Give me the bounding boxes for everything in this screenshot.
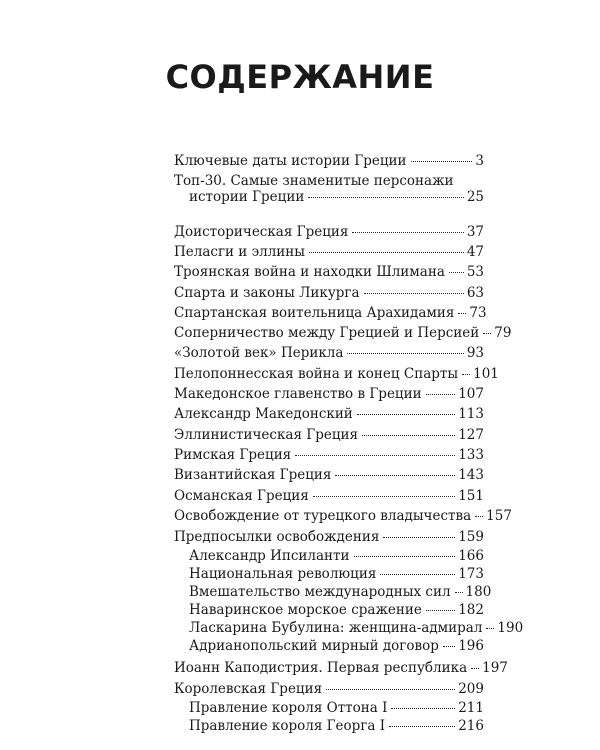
toc-entry-page: 180 [465, 584, 492, 600]
dot-leader [313, 496, 455, 497]
toc-entry-label: Наваринское морское сражение [189, 602, 422, 618]
dot-leader [449, 272, 464, 273]
dot-leader [383, 537, 455, 538]
toc-entry[interactable] [174, 407, 484, 422]
toc-entry-page: 107 [458, 386, 484, 402]
dot-leader [308, 197, 463, 198]
toc-entry[interactable] [174, 530, 484, 545]
toc-entry-label: Адрианопольский мирный договор [189, 638, 439, 654]
toc-subentry[interactable] [189, 549, 484, 564]
toc-entry-label: Эллинистическая Греция [174, 427, 359, 443]
dot-leader [455, 592, 463, 593]
toc-subentry[interactable] [189, 639, 484, 654]
toc-entry[interactable] [174, 305, 487, 321]
dot-leader [462, 374, 470, 375]
toc-entry-page: 37 [466, 224, 484, 240]
toc-entry-page: 159 [458, 529, 484, 545]
toc-entry[interactable] [174, 428, 484, 443]
toc-entry-page: 53 [466, 264, 484, 280]
toc-entry-label: Правление короля Георга I [189, 718, 386, 734]
toc-entry-page: 216 [458, 718, 484, 734]
toc-entry[interactable] [189, 190, 484, 205]
dot-leader [475, 516, 483, 517]
dot-leader [471, 668, 479, 669]
toc-entry[interactable] [174, 366, 499, 382]
toc-entry-page: 196 [458, 638, 484, 654]
toc-entry-label: Пеласги и эллины [174, 244, 306, 260]
dot-leader [335, 475, 455, 476]
toc-entry[interactable] [174, 346, 484, 361]
toc-entry-page: 173 [458, 566, 484, 582]
toc-entry-label: «Золотой век» Перикла [174, 345, 344, 361]
toc-entry-label: Национальная революция [189, 566, 377, 582]
toc-entry-page: 113 [458, 406, 484, 422]
toc-entry-label: Александр Ипсиланти [189, 548, 350, 564]
dot-leader [309, 252, 464, 253]
toc-entry[interactable] [174, 387, 484, 402]
dot-leader [483, 333, 491, 334]
page-title: СОДЕРЖАНИЕ [165, 58, 435, 96]
toc-entry[interactable] [174, 325, 512, 341]
toc-subentry[interactable] [189, 584, 492, 600]
toc-entry-label: Вмешательство международных сил [189, 584, 451, 600]
toc-entry[interactable] [174, 286, 484, 301]
toc-entry-page: 3 [475, 153, 484, 169]
toc-subentry[interactable] [189, 620, 524, 636]
dot-leader [486, 628, 494, 629]
toc-entry-label: Византийская Греция [174, 467, 332, 483]
dot-leader [458, 313, 466, 314]
toc-entry-page: 93 [466, 345, 484, 361]
toc-entry-page: 101 [473, 366, 499, 382]
toc-entry-label: Спартанская воительница Арахидамия [174, 305, 455, 321]
toc-entry-page: 25 [466, 189, 484, 205]
dot-leader [357, 414, 455, 415]
dot-leader [380, 574, 455, 575]
toc-subentry[interactable] [189, 567, 484, 582]
toc-entry-page: 197 [482, 660, 508, 676]
toc-entry-label: Спарта и законы Ликурга [174, 285, 360, 301]
toc-entry-label: Римская Греция [174, 447, 292, 463]
toc-entry-page: 63 [466, 285, 484, 301]
dot-leader [295, 455, 455, 456]
toc-entry-label: Освобождение от турецкого владычества [174, 508, 472, 524]
toc-subentry[interactable] [189, 719, 484, 734]
toc-entry-label: Ласкарина Бубулина: женщина-адмирал [189, 620, 483, 636]
toc-entry[interactable] [174, 508, 512, 524]
toc-entry-label: Александр Македонский [174, 406, 353, 422]
toc-entry[interactable] [174, 265, 484, 280]
toc-entry-page: 79 [494, 325, 512, 341]
toc-entry-page: 73 [469, 305, 487, 321]
toc-entry-label: истории Греции [189, 189, 305, 205]
toc-entry-page: 182 [458, 602, 484, 618]
toc-entry[interactable] [174, 225, 484, 240]
toc-entry-label: Правление короля Оттона I [189, 700, 388, 716]
toc-entry-label: Королевская Греция [174, 681, 323, 697]
dot-leader [391, 708, 455, 709]
toc-entry-page: 157 [486, 508, 512, 524]
dot-leader [326, 689, 455, 690]
toc-entry-label: Иоанн Каподистрия. Первая республика [174, 660, 468, 676]
dot-leader [364, 293, 464, 294]
toc-entry-label: Македонское главенство в Греции [174, 386, 422, 402]
dot-leader [362, 435, 455, 436]
toc-entry[interactable] [174, 489, 484, 504]
dot-leader [352, 232, 463, 233]
toc-entry-page: 127 [458, 427, 484, 443]
toc-entry-page: 211 [458, 700, 484, 716]
toc-entry-page: 133 [458, 447, 484, 463]
toc-entry[interactable] [174, 448, 484, 463]
toc-entry[interactable] [174, 682, 484, 697]
dot-leader [426, 394, 456, 395]
toc-entry-label: Пелопоннесская война и конец Спарты [174, 366, 459, 382]
toc-entry-label: Соперничество между Грецией и Персией [174, 325, 480, 341]
dot-leader [426, 610, 455, 611]
toc-entry-page: 151 [458, 488, 484, 504]
toc-entry-page: 166 [458, 548, 484, 564]
toc-subentry[interactable] [189, 603, 484, 618]
toc-entry[interactable] [174, 154, 484, 169]
toc-entry[interactable] [174, 660, 508, 676]
dot-leader [411, 161, 473, 162]
toc-entry[interactable] [174, 468, 484, 483]
toc-entry-label: Предпосылки освобождения [174, 529, 380, 545]
toc-entry-page: 190 [497, 620, 524, 636]
toc-entry-label: Троянская война и находки Шлимана [174, 264, 445, 280]
toc-entry-label: Османская Греция [174, 488, 309, 504]
toc-entry-label: Доисторическая Греция [174, 224, 349, 240]
toc-entry-page: 47 [466, 244, 484, 260]
toc-entry-page: 209 [458, 681, 484, 697]
dot-leader [347, 353, 463, 354]
toc-entry[interactable] [174, 245, 484, 260]
toc-entry-label: Ключевые даты истории Греции [174, 153, 407, 169]
dot-leader [354, 556, 456, 557]
dot-leader [389, 726, 455, 727]
toc-subentry[interactable] [189, 701, 484, 716]
toc-entry-page: 143 [458, 467, 484, 483]
dot-leader [443, 646, 455, 647]
toc-entry-label-line1: Топ-30. Самые знаменитые персонажи [174, 173, 454, 189]
